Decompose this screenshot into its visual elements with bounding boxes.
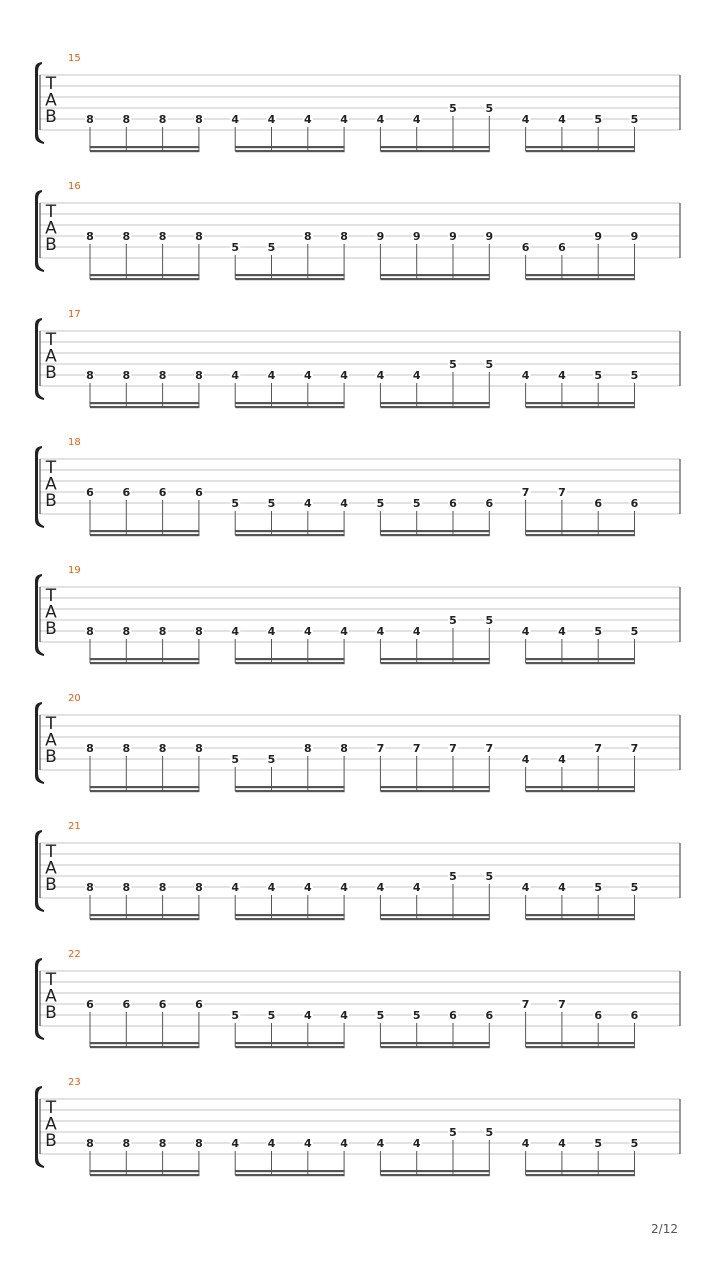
fret-number: 6 <box>122 486 131 499</box>
tab-clef-letter: T <box>45 586 57 606</box>
tab-system <box>35 949 680 1048</box>
fret-number: 4 <box>340 881 348 894</box>
fret-number: 5 <box>449 358 457 371</box>
fret-number: 8 <box>158 230 167 243</box>
fret-number: 6 <box>122 998 131 1011</box>
tab-system <box>35 181 680 280</box>
beam <box>380 278 489 280</box>
tab-system <box>35 53 680 152</box>
fret-number: 4 <box>558 369 566 382</box>
beam <box>235 1170 344 1172</box>
beam <box>235 146 344 148</box>
fret-number: 4 <box>376 881 385 894</box>
fret-number: 5 <box>594 369 603 382</box>
fret-number: 5 <box>449 1126 457 1139</box>
beam <box>235 534 344 536</box>
tab-clef-letter: B <box>45 235 57 255</box>
beam <box>235 278 344 280</box>
tab-clef-letter: T <box>45 970 57 990</box>
beam <box>235 918 344 920</box>
beam <box>90 1170 199 1172</box>
tab-clef-letter: B <box>45 747 57 767</box>
fret-number: 4 <box>412 625 421 638</box>
beam <box>526 1046 635 1048</box>
fret-number: 6 <box>86 486 94 499</box>
fret-number: 4 <box>340 369 348 382</box>
fret-number: 8 <box>122 625 131 638</box>
tab-clef-letter: A <box>45 1114 57 1135</box>
fret-number: 5 <box>630 369 639 382</box>
beam <box>526 1170 635 1172</box>
beam <box>90 402 199 404</box>
fret-number: 6 <box>86 998 94 1011</box>
beam <box>90 1046 199 1048</box>
fret-number: 5 <box>485 1126 494 1139</box>
fret-number: 4 <box>340 113 348 126</box>
fret-number: 6 <box>521 241 530 254</box>
fret-number: 8 <box>303 742 312 755</box>
beam <box>235 790 344 792</box>
fret-number: 8 <box>195 369 203 382</box>
measure-number: 16 <box>68 181 81 192</box>
fret-number: 4 <box>558 625 566 638</box>
beam <box>380 790 489 792</box>
fret-number: 5 <box>594 1137 603 1150</box>
fret-number: 8 <box>158 742 167 755</box>
fret-number: 4 <box>303 369 312 382</box>
fret-number: 4 <box>521 881 530 894</box>
beam <box>380 150 489 152</box>
fret-number: 4 <box>303 497 312 510</box>
fret-number: 7 <box>630 742 639 755</box>
fret-number: 5 <box>231 753 240 766</box>
beam <box>235 1174 344 1176</box>
beam <box>235 150 344 152</box>
tab-clef-letter: B <box>45 363 57 383</box>
beam <box>380 530 489 532</box>
beam <box>90 274 199 276</box>
measure-number: 21 <box>68 821 81 832</box>
fret-number: 8 <box>195 1137 203 1150</box>
beam <box>526 402 635 404</box>
beam <box>380 786 489 788</box>
fret-number: 6 <box>630 1009 639 1022</box>
fret-number: 4 <box>412 1137 421 1150</box>
measure-number: 19 <box>68 565 81 576</box>
fret-number: 4 <box>231 1137 240 1150</box>
fret-number: 4 <box>340 625 348 638</box>
beam <box>90 530 199 532</box>
fret-number: 9 <box>449 230 457 243</box>
tab-clef-letter: T <box>45 714 57 734</box>
fret-number: 4 <box>303 881 312 894</box>
fret-number: 4 <box>376 625 385 638</box>
fret-number: 5 <box>485 358 494 371</box>
beam <box>526 146 635 148</box>
fret-number: 7 <box>521 998 530 1011</box>
beam <box>90 534 199 536</box>
fret-number: 5 <box>231 497 240 510</box>
beam <box>526 790 635 792</box>
tab-system <box>35 309 680 408</box>
beam <box>235 914 344 916</box>
beam <box>90 278 199 280</box>
beam <box>380 658 489 660</box>
measure-number: 18 <box>68 437 81 448</box>
fret-number: 5 <box>594 113 603 126</box>
tab-clef-letter: T <box>45 458 57 478</box>
tab-clef-letter: A <box>45 858 57 879</box>
fret-number: 6 <box>195 486 203 499</box>
beam <box>526 530 635 532</box>
fret-number: 4 <box>303 113 312 126</box>
tab-clef-letter: T <box>45 202 57 222</box>
fret-number: 4 <box>521 625 530 638</box>
fret-number: 5 <box>630 113 639 126</box>
fret-number: 4 <box>231 625 240 638</box>
tab-clef-letter: A <box>45 474 57 495</box>
beam <box>235 658 344 660</box>
beam <box>90 662 199 664</box>
fret-number: 8 <box>195 742 203 755</box>
fret-number: 8 <box>195 113 203 126</box>
beam <box>235 1042 344 1044</box>
fret-number: 4 <box>521 369 530 382</box>
fret-number: 5 <box>267 241 276 254</box>
fret-number: 6 <box>158 486 167 499</box>
fret-number: 4 <box>412 113 421 126</box>
fret-number: 5 <box>231 241 240 254</box>
fret-number: 4 <box>267 113 276 126</box>
beam <box>235 406 344 408</box>
beam <box>380 1046 489 1048</box>
tab-clef-letter: B <box>45 491 57 511</box>
beam <box>90 150 199 152</box>
fret-number: 8 <box>86 881 94 894</box>
fret-number: 5 <box>485 870 494 883</box>
beam <box>380 402 489 404</box>
beam <box>235 274 344 276</box>
fret-number: 4 <box>303 1137 312 1150</box>
beam <box>526 662 635 664</box>
fret-number: 8 <box>86 113 94 126</box>
fret-number: 5 <box>449 870 457 883</box>
tab-system <box>35 821 680 920</box>
fret-number: 6 <box>158 998 167 1011</box>
fret-number: 6 <box>449 497 457 510</box>
beam <box>526 534 635 536</box>
fret-number: 4 <box>376 369 385 382</box>
tab-clef-letter: A <box>45 90 57 111</box>
beam <box>380 1174 489 1176</box>
beam <box>526 918 635 920</box>
fret-number: 5 <box>449 614 457 627</box>
fret-number: 4 <box>558 881 566 894</box>
fret-number: 6 <box>485 1009 494 1022</box>
fret-number: 5 <box>376 1009 385 1022</box>
beam <box>526 274 635 276</box>
tab-clef-letter: A <box>45 986 57 1007</box>
beam <box>526 1042 635 1044</box>
fret-number: 9 <box>412 230 421 243</box>
beam <box>380 662 489 664</box>
fret-number: 5 <box>449 102 457 115</box>
fret-number: 5 <box>267 497 276 510</box>
beam <box>380 918 489 920</box>
beam <box>90 146 199 148</box>
fret-number: 6 <box>630 497 639 510</box>
fret-number: 5 <box>594 881 603 894</box>
beam <box>90 914 199 916</box>
fret-number: 5 <box>412 497 421 510</box>
fret-number: 8 <box>122 742 131 755</box>
fret-number: 5 <box>630 625 639 638</box>
measure-number: 23 <box>68 1077 81 1088</box>
fret-number: 8 <box>122 230 131 243</box>
fret-number: 4 <box>303 1009 312 1022</box>
fret-number: 4 <box>303 625 312 638</box>
beam <box>380 274 489 276</box>
tab-clef-letter: A <box>45 346 57 367</box>
beam <box>90 1042 199 1044</box>
fret-number: 4 <box>267 881 276 894</box>
fret-number: 4 <box>412 881 421 894</box>
beam <box>235 530 344 532</box>
fret-number: 4 <box>558 113 566 126</box>
beam <box>235 662 344 664</box>
beam <box>235 1046 344 1048</box>
fret-number: 4 <box>412 369 421 382</box>
fret-number: 9 <box>485 230 494 243</box>
fret-number: 8 <box>195 230 203 243</box>
fret-number: 7 <box>594 742 603 755</box>
fret-number: 7 <box>376 742 385 755</box>
fret-number: 6 <box>594 1009 603 1022</box>
fret-number: 5 <box>267 1009 276 1022</box>
tab-clef-letter: A <box>45 218 57 239</box>
beam <box>526 786 635 788</box>
fret-number: 8 <box>195 625 203 638</box>
tab-clef-letter: T <box>45 1098 57 1118</box>
beam <box>380 914 489 916</box>
fret-number: 4 <box>340 1009 348 1022</box>
fret-number: 8 <box>122 369 131 382</box>
fret-number: 4 <box>376 1137 385 1150</box>
beam <box>526 406 635 408</box>
fret-number: 6 <box>558 241 566 254</box>
fret-number: 8 <box>303 230 312 243</box>
fret-number: 5 <box>412 1009 421 1022</box>
fret-number: 7 <box>449 742 457 755</box>
fret-number: 8 <box>340 742 348 755</box>
tab-system <box>35 693 680 792</box>
beam <box>380 406 489 408</box>
fret-number: 4 <box>340 497 348 510</box>
fret-number: 4 <box>340 1137 348 1150</box>
measure-number: 20 <box>68 693 81 704</box>
tab-clef-letter: T <box>45 74 57 94</box>
fret-number: 8 <box>158 113 167 126</box>
fret-number: 8 <box>122 1137 131 1150</box>
fret-number: 4 <box>267 625 276 638</box>
fret-number: 8 <box>158 881 167 894</box>
beam <box>90 658 199 660</box>
fret-number: 4 <box>376 113 385 126</box>
beam <box>235 786 344 788</box>
fret-number: 4 <box>267 369 276 382</box>
fret-number: 7 <box>558 486 566 499</box>
fret-number: 9 <box>630 230 639 243</box>
fret-number: 4 <box>267 1137 276 1150</box>
fret-number: 8 <box>122 113 131 126</box>
beam <box>380 1170 489 1172</box>
fret-number: 7 <box>521 486 530 499</box>
fret-number: 8 <box>158 625 167 638</box>
tab-clef-letter: A <box>45 730 57 751</box>
fret-number: 9 <box>376 230 385 243</box>
tab-system <box>35 1077 680 1176</box>
beam <box>526 278 635 280</box>
fret-number: 8 <box>158 1137 167 1150</box>
fret-number: 4 <box>231 113 240 126</box>
fret-number: 6 <box>449 1009 457 1022</box>
tab-clef-letter: B <box>45 619 57 639</box>
fret-number: 7 <box>558 998 566 1011</box>
fret-number: 4 <box>558 1137 566 1150</box>
tab-clef-letter: B <box>45 107 57 127</box>
page-number: 2/12 <box>651 1222 678 1236</box>
measure-number: 17 <box>68 309 81 320</box>
tab-clef-letter: T <box>45 842 57 862</box>
fret-number: 8 <box>86 1137 94 1150</box>
beam <box>526 1174 635 1176</box>
tab-system <box>35 437 680 536</box>
fret-number: 5 <box>485 614 494 627</box>
beam <box>90 918 199 920</box>
tab-system <box>35 565 680 664</box>
fret-number: 4 <box>231 881 240 894</box>
fret-number: 5 <box>231 1009 240 1022</box>
fret-number: 5 <box>630 1137 639 1150</box>
fret-number: 8 <box>340 230 348 243</box>
measure-number: 15 <box>68 53 81 64</box>
fret-number: 8 <box>86 369 94 382</box>
fret-number: 5 <box>485 102 494 115</box>
beam <box>380 1042 489 1044</box>
fret-number: 8 <box>122 881 131 894</box>
fret-number: 4 <box>558 753 566 766</box>
fret-number: 5 <box>594 625 603 638</box>
fret-number: 8 <box>86 742 94 755</box>
fret-number: 8 <box>86 230 94 243</box>
beam <box>526 658 635 660</box>
beam <box>90 1174 199 1176</box>
beam <box>380 146 489 148</box>
beam <box>235 402 344 404</box>
fret-number: 4 <box>521 113 530 126</box>
fret-number: 5 <box>267 753 276 766</box>
beam <box>380 534 489 536</box>
measure-number: 22 <box>68 949 81 960</box>
fret-number: 9 <box>594 230 603 243</box>
beam <box>90 406 199 408</box>
fret-number: 8 <box>158 369 167 382</box>
beam <box>526 150 635 152</box>
fret-number: 7 <box>485 742 494 755</box>
beam <box>90 790 199 792</box>
fret-number: 8 <box>195 881 203 894</box>
fret-number: 4 <box>231 369 240 382</box>
fret-number: 6 <box>195 998 203 1011</box>
tab-clef-letter: A <box>45 602 57 623</box>
beam <box>526 914 635 916</box>
tab-clef-letter: B <box>45 1131 57 1151</box>
fret-number: 8 <box>86 625 94 638</box>
fret-number: 6 <box>594 497 603 510</box>
fret-number: 4 <box>521 1137 530 1150</box>
fret-number: 6 <box>485 497 494 510</box>
fret-number: 5 <box>630 881 639 894</box>
tab-clef-letter: T <box>45 330 57 350</box>
tab-clef-letter: B <box>45 875 57 895</box>
fret-number: 4 <box>521 753 530 766</box>
fret-number: 5 <box>376 497 385 510</box>
tab-clef-letter: B <box>45 1003 57 1023</box>
beam <box>90 786 199 788</box>
fret-number: 7 <box>412 742 421 755</box>
